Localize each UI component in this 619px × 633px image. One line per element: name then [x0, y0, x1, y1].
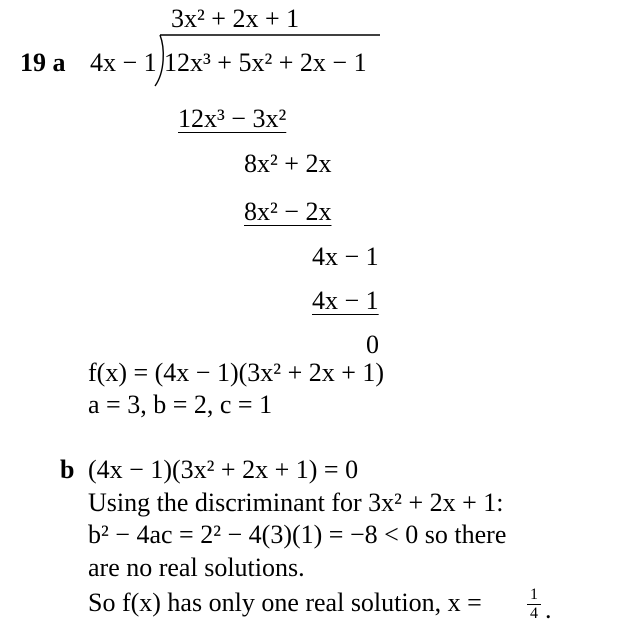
- remainder-line-2: 4x − 1: [312, 242, 379, 271]
- final-full-stop: .: [545, 595, 552, 624]
- divisor: 4x − 1: [90, 48, 157, 77]
- part-b-equation: (4x − 1)(3x² + 2x + 1) = 0: [88, 455, 359, 484]
- final-remainder: 0: [366, 330, 379, 359]
- fraction-numerator: 1: [530, 586, 538, 603]
- discriminant-intro: Using the discriminant for 3x² + 2x + 1:: [88, 488, 504, 517]
- subtraction-line-3: 4x − 1: [312, 286, 379, 315]
- quotient: 3x² + 2x + 1: [171, 4, 300, 33]
- part-b-label: b: [60, 455, 75, 484]
- fraction-denominator: 4: [530, 605, 538, 622]
- single-solution-statement: So f(x) has only one real solution, x =: [88, 588, 482, 617]
- subtraction-line-1: 12x³ − 3x²: [178, 104, 287, 133]
- question-number-label: 19 a: [20, 48, 66, 77]
- dividend: 12x³ + 5x² + 2x − 1: [164, 48, 367, 77]
- subtraction-line-2: 8x² − 2x: [244, 197, 332, 226]
- no-real-solutions-text: are no real solutions.: [88, 553, 305, 582]
- coefficients-result: a = 3, b = 2, c = 1: [88, 390, 273, 419]
- discriminant-calculation: b² − 4ac = 2² − 4(3)(1) = −8 < 0 so there: [88, 520, 507, 549]
- remainder-line-1: 8x² + 2x: [244, 149, 332, 178]
- factorised-result: f(x) = (4x − 1)(3x² + 2x + 1): [88, 358, 385, 387]
- solution-fraction: [525, 587, 543, 621]
- long-division-bracket: [150, 34, 384, 92]
